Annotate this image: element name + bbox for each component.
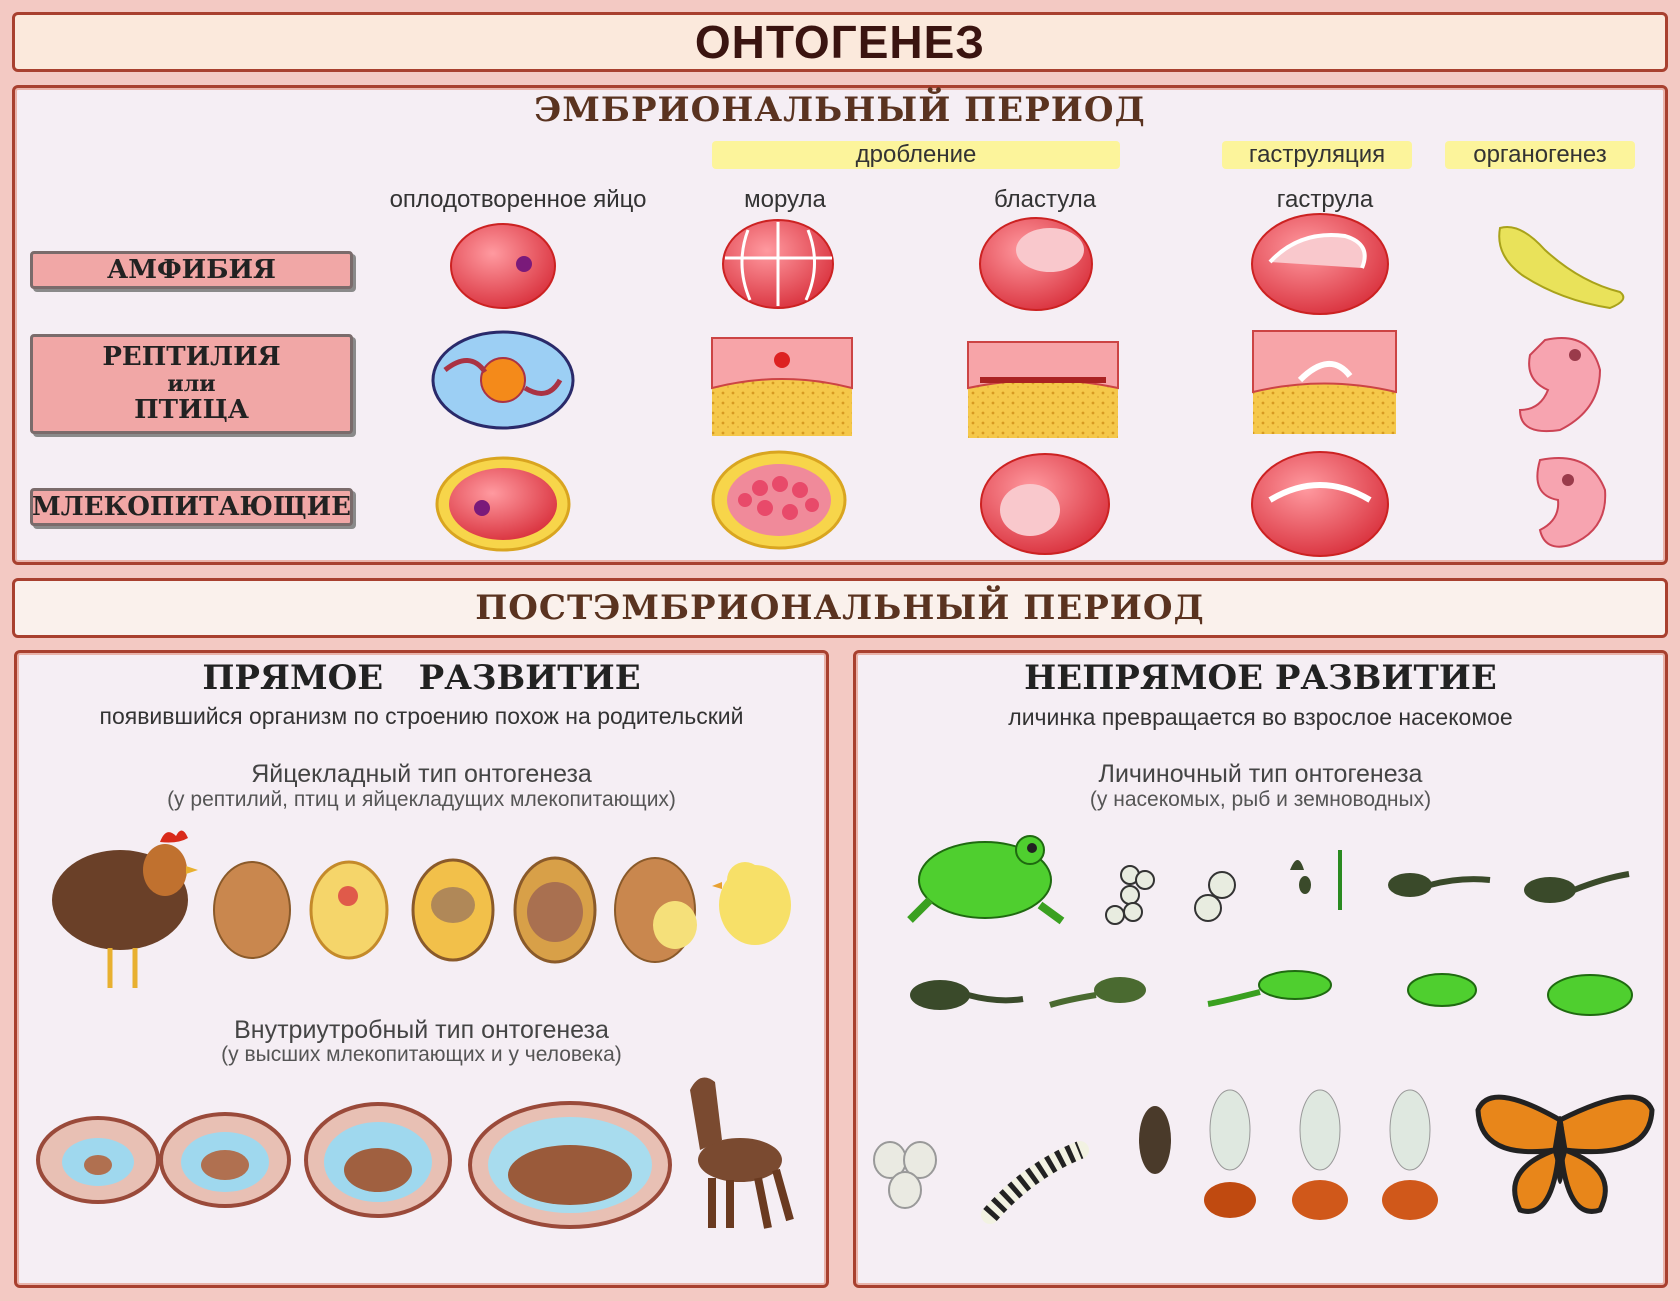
row-amphibian-text: АМФИБИЯ — [107, 254, 276, 285]
embryonic-title: ЭМБРИОНАЛЬНЫЙ ПЕРИОД — [534, 90, 1146, 130]
foal-illustration — [690, 1078, 790, 1229]
caterpillar — [990, 1150, 1080, 1215]
stage-egg: оплодотворенное яйцо — [389, 186, 647, 213]
page-title: ОНТОГЕНЕЗ — [694, 16, 986, 68]
postembryonic-title: ПОСТЭМБРИОНАЛЬНЫЙ ПЕРИОД — [475, 588, 1205, 628]
oviparous-type-note: (у рептилий, птиц и яйцекладущих млекопитающих) — [167, 788, 676, 811]
direct-development-title: ПРЯМОЕ РАЗВИТИЕ — [202, 658, 641, 698]
intrauterine-sequence — [38, 1103, 670, 1227]
direct-development-caption: появившийся организм по строению похож на родительский — [99, 703, 744, 729]
stage-blastula: бластула — [993, 186, 1097, 213]
phase-organogenesis-label: органогенез — [1473, 141, 1607, 168]
butterfly-eggs — [874, 1142, 936, 1208]
indirect-development-caption: личинка превращается во взрослое насекомое — [1008, 704, 1513, 730]
butterfly-adult — [1478, 1097, 1652, 1211]
phase-gastrulation-label: гаструляция — [1248, 141, 1386, 168]
stage-gastrula: гаструла — [1276, 186, 1374, 213]
indirect-development-title: НЕПРЯМОЕ РАЗВИТИЕ — [1024, 658, 1497, 698]
stage-morula: морула — [744, 186, 826, 213]
chrysalis-stages — [1139, 1090, 1438, 1220]
intrauterine-type-title: Внутриутробный тип онтогенеза — [234, 1016, 609, 1044]
hen-illustration — [52, 830, 198, 988]
phase-cleavage-label: дробление — [855, 141, 977, 168]
intrauterine-type-note: (у высших млекопитающих и у человека) — [221, 1043, 622, 1066]
larval-type-title: Личиночный тип онтогенеза — [1098, 760, 1423, 788]
row-bird-text: ПТИЦА — [134, 395, 249, 426]
row-or-text: или — [167, 370, 216, 397]
froglet-stages — [1208, 971, 1632, 1015]
frog-adult — [910, 836, 1062, 921]
frog-eggs — [1106, 866, 1235, 924]
row-reptile-text: РЕПТИЛИЯ — [102, 342, 281, 373]
oviparous-type-title: Яйцекладный тип онтогенеза — [251, 760, 592, 788]
egg-sequence — [214, 858, 791, 962]
larval-type-note: (у насекомых, рыб и земноводных) — [1089, 788, 1432, 811]
row-mammal-text: МЛЕКОПИТАЮЩИЕ — [32, 491, 351, 522]
